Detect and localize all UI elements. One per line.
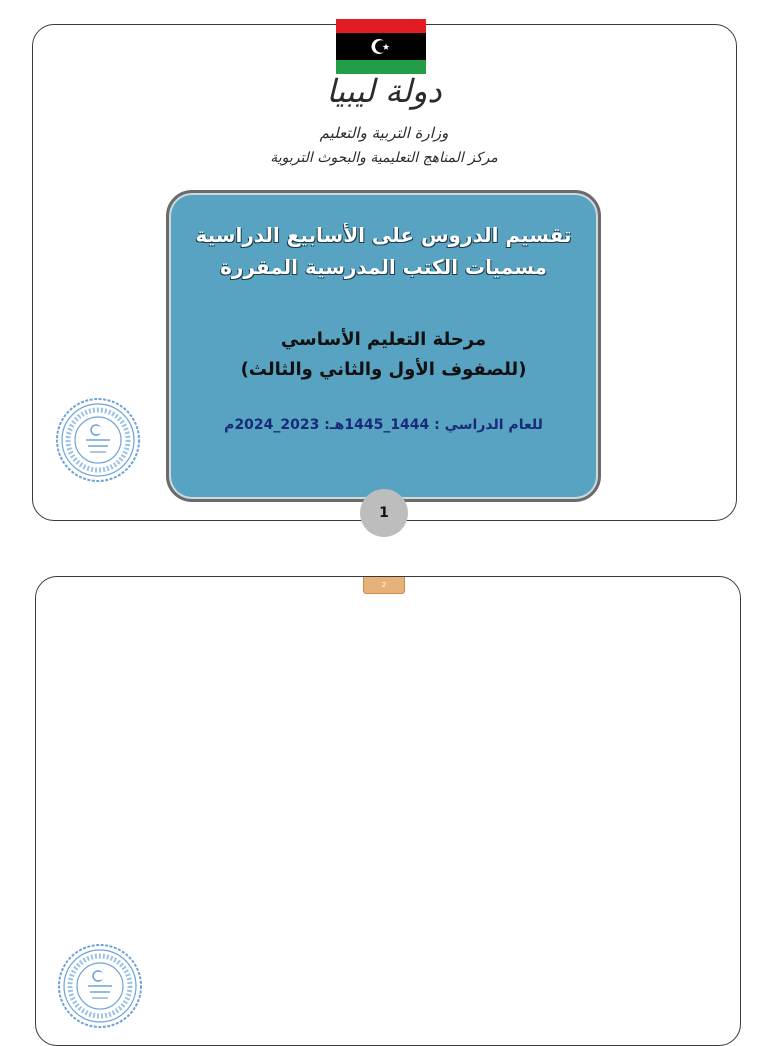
academic-year: للعام الدراسي : 1444_1445هـ: 2023_2024م — [224, 417, 543, 433]
grades-covered: (للصفوف الأول والثاني والثالث) — [240, 359, 527, 380]
stamp-seal-icon — [56, 942, 144, 1030]
page-number-badge: 1 — [360, 489, 408, 537]
state-name: دولة ليبيا — [326, 72, 442, 110]
ministry-name: وزارة التربية والتعليم — [319, 124, 449, 142]
education-stage: مرحلة التعليم الأساسي — [280, 329, 487, 350]
cover-title-line-1: تقسيم الدروس على الأسابيع الدراسية — [195, 223, 572, 247]
cover-title-box — [166, 190, 601, 502]
cover-title-line-2: مسميات الكتب المدرسية المقررة — [220, 255, 547, 279]
page-2-tab: 2 — [363, 577, 405, 594]
stamp-seal-icon — [54, 396, 142, 484]
curriculum-center-name: مركز المناهج التعليمية والبحوث التربوية — [270, 150, 498, 166]
libya-flag-icon — [336, 19, 426, 74]
